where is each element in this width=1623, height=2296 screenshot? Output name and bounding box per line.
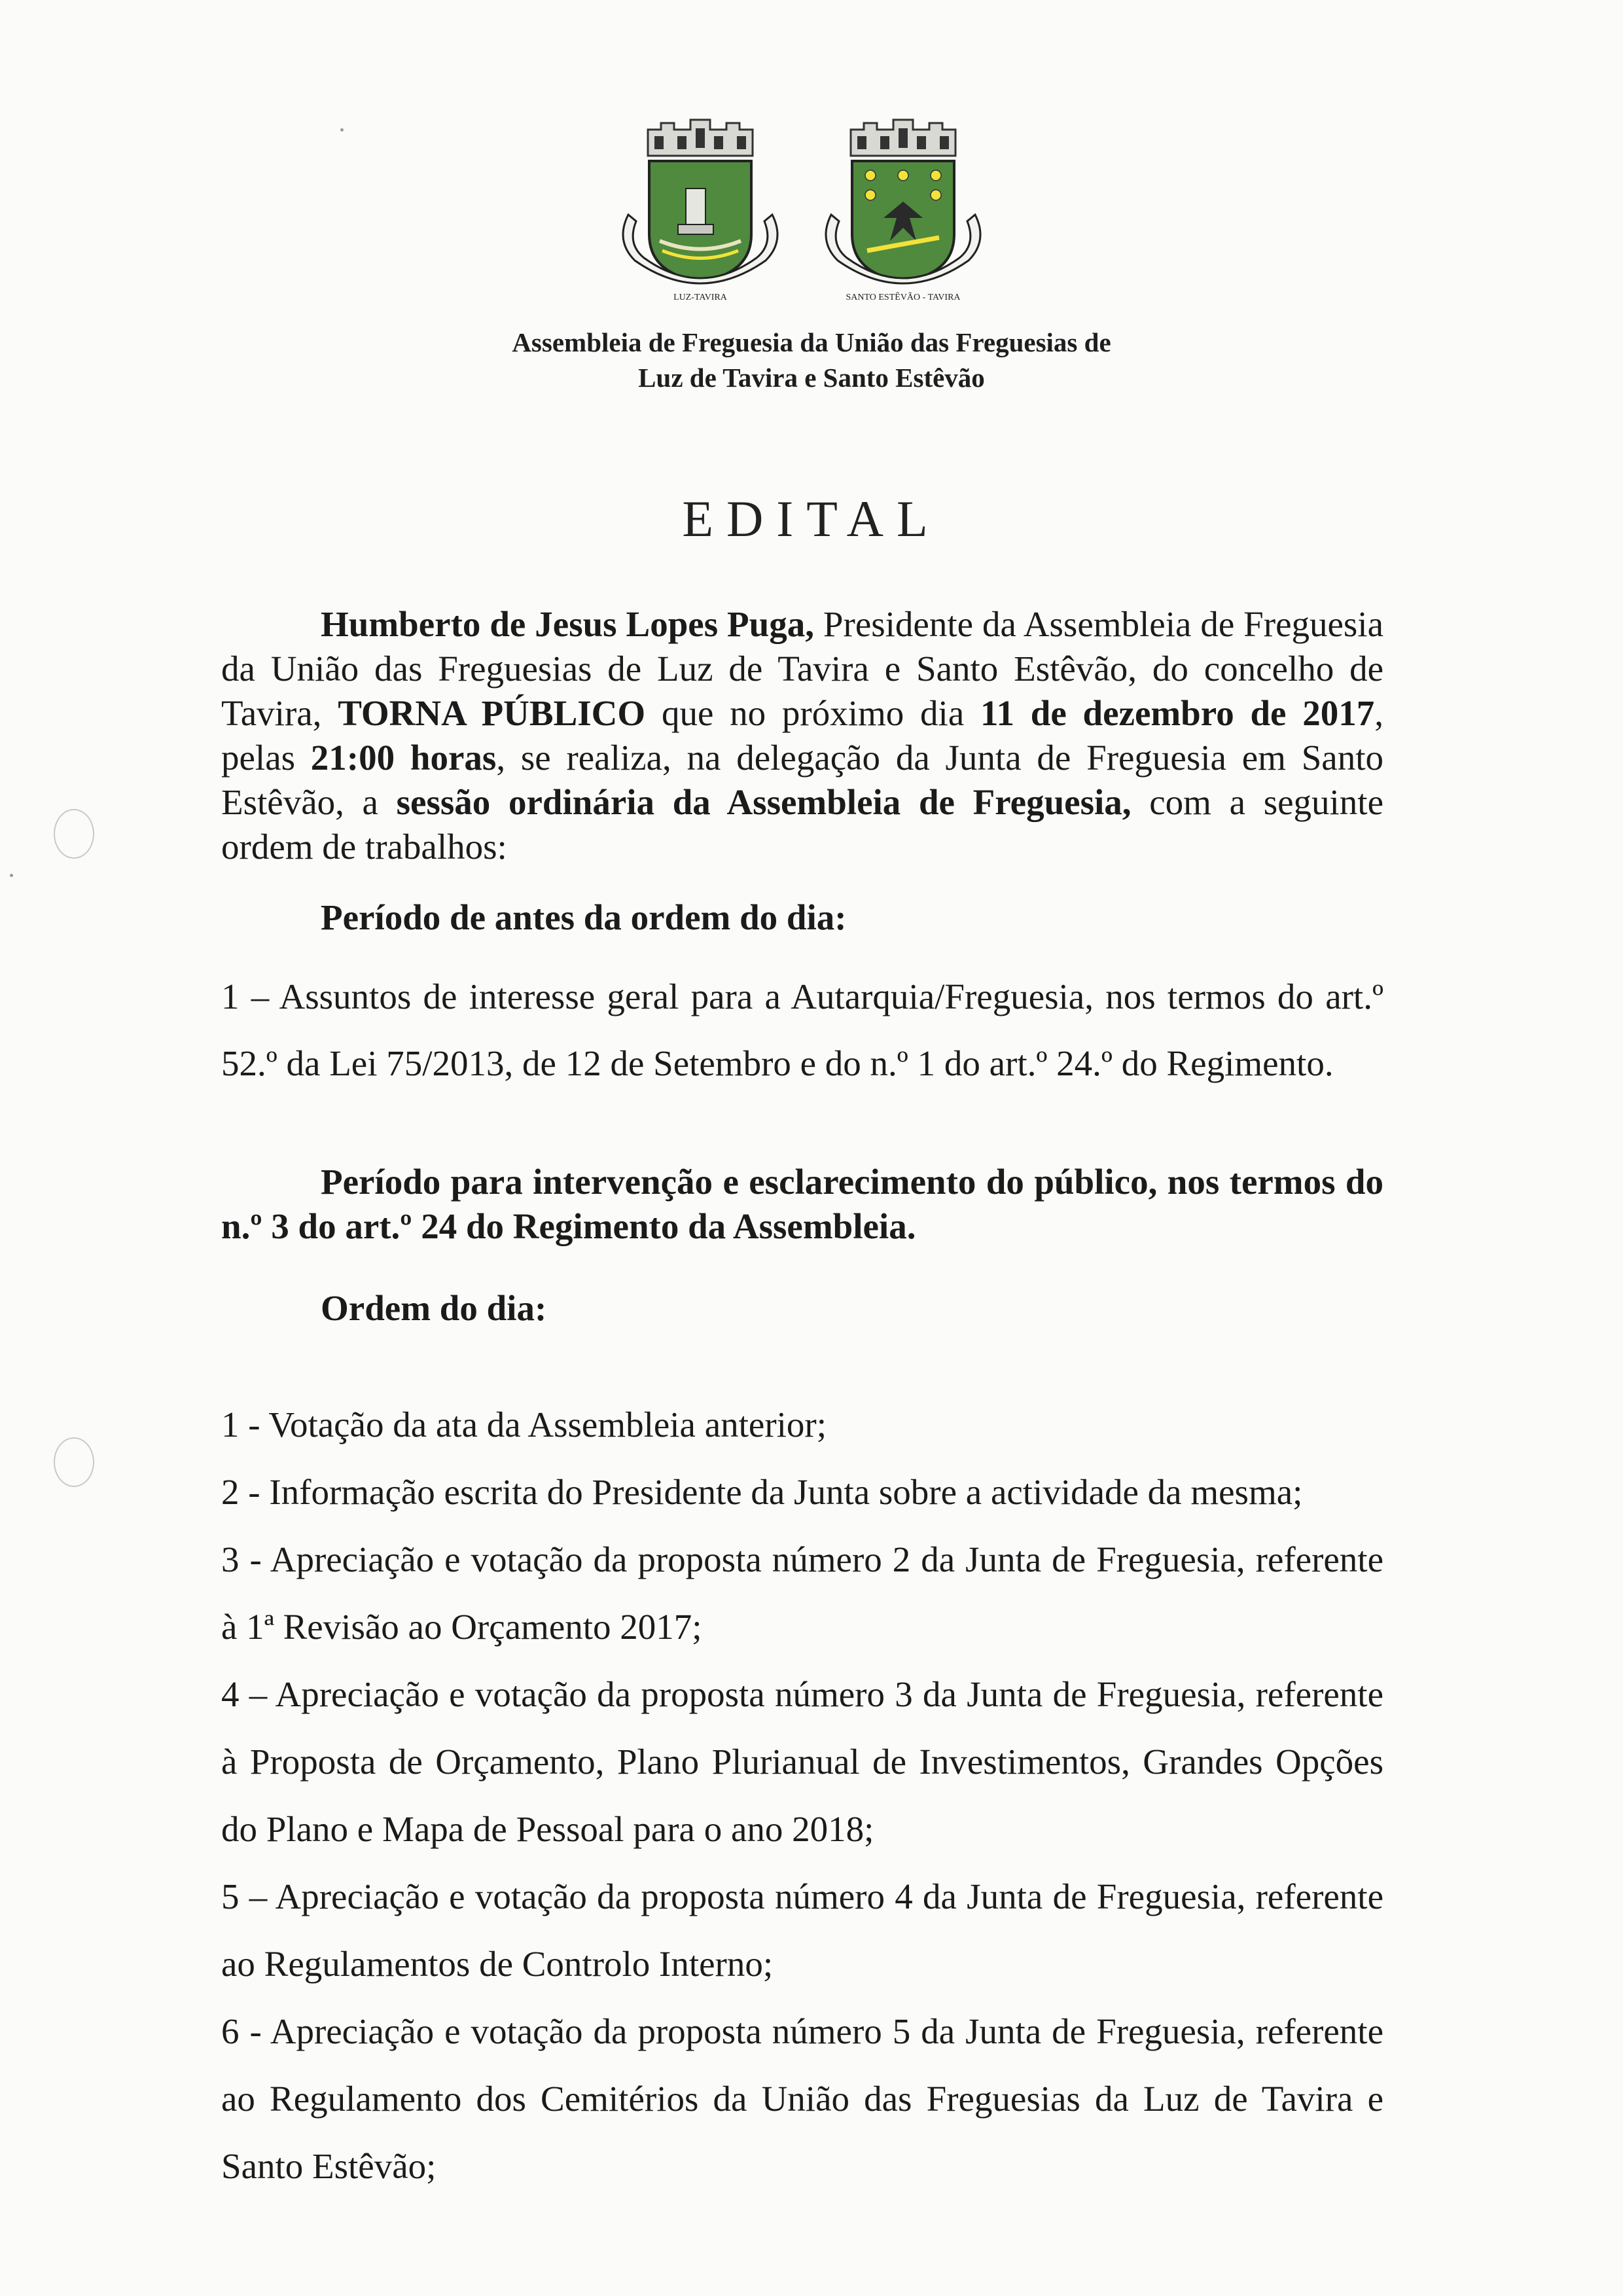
heading-ordem-do-dia: Ordem do dia: [321, 1288, 547, 1328]
intro-text-2: que no próximo dia [645, 693, 981, 733]
agenda-item: 2 - Informação escrita do Presidente da Junta sobre a actividade da mesma; [221, 1472, 1303, 1512]
intro-text-4: , se realiza, na delegação da Junta de Freguesia em Santo Estêvão, a [221, 738, 1383, 822]
agenda-list [221, 1391, 1383, 2200]
agenda-item: 5 – Apreciação e votação da proposta número 4 da Junta de Freguesia, referente ao Regulamentos de Controlo Interno; [221, 1876, 1383, 1984]
agenda-item: 4 – Apreciação e votação da proposta número 3 da Junta de Freguesia, referente à Proposta de Orçamento, Plano Plurianual de Investimentos, Grandes Opções do Plano e Mapa de Pessoal para o ano 2018; [221, 1674, 1383, 1849]
punch-hole-top [54, 809, 94, 859]
crest-left-scroll-text: LUZ-TAVIRA [673, 293, 727, 302]
torna-publico: TORNA PÚBLICO [338, 693, 646, 733]
organization-name-line1: Assembleia de Freguesia da União das Freguesias de [512, 327, 1111, 357]
session-date: 11 de dezembro de 2017 [980, 693, 1375, 733]
intro-text-3: , pelas [221, 693, 1383, 778]
punch-hole-bottom [54, 1437, 94, 1487]
crest-luz-tavira [602, 110, 798, 319]
scan-speck [10, 874, 13, 877]
agenda-item: 3 - Apreciação e votação da proposta número 2 da Junta de Freguesia, referente à 1ª Revisão ao Orçamento 2017; [221, 1539, 1383, 1647]
scan-speck [340, 128, 344, 132]
intro-text-5: com a seguinte ordem de trabalhos: [221, 782, 1383, 867]
intro-text-1: Presidente da Assembleia de Freguesia da União das Freguesias de Luz de Tavira e Santo Estêvão, do concelho de Tavira, [221, 604, 1383, 733]
document-title: EDITAL [682, 490, 941, 547]
session-time: 21:00 horas [310, 738, 497, 778]
session-type: sessão ordinária da Assembleia de Freguesia, [396, 782, 1132, 822]
president-name: Humberto de Jesus Lopes Puga, [321, 604, 814, 644]
intro-paragraph [221, 602, 1383, 869]
crest-santo-estevao [805, 110, 1001, 319]
crest-right-scroll-text: SANTO ESTÊVÃO - TAVIRA [846, 293, 961, 302]
crest-luz-tavira-emblem [602, 110, 798, 319]
crest-santo-estevao-emblem [805, 110, 1001, 319]
agenda-item: 1 - Votação da ata da Assembleia anterior; [221, 1405, 827, 1444]
periodo-publico-text: Período para intervenção e esclarecimento do público, nos termos do n.º 3 do art.º 24 do Regimento da Assembleia. [221, 1162, 1383, 1246]
agenda-item: 6 - Apreciação e votação da proposta número 5 da Junta de Freguesia, referente ao Regulamento dos Cemitérios da União das Freguesias da Luz de Tavira e Santo Estêvão; [221, 2011, 1383, 2186]
periodo-publico-paragraph [221, 1160, 1383, 1249]
header-crests [602, 110, 1021, 326]
antes-item-1: 1 – Assuntos de interesse geral para a Autarquia/Freguesia, nos termos do art.º 52.º da Lei 75/2013, de 12 de Setembro e do n.º 1 do art.º 24.º do Regimento. [221, 977, 1383, 1083]
heading-antes-ordem-do-dia: Período de antes da ordem do dia: [321, 897, 847, 937]
organization-name-line2: Luz de Tavira e Santo Estêvão [638, 363, 985, 393]
